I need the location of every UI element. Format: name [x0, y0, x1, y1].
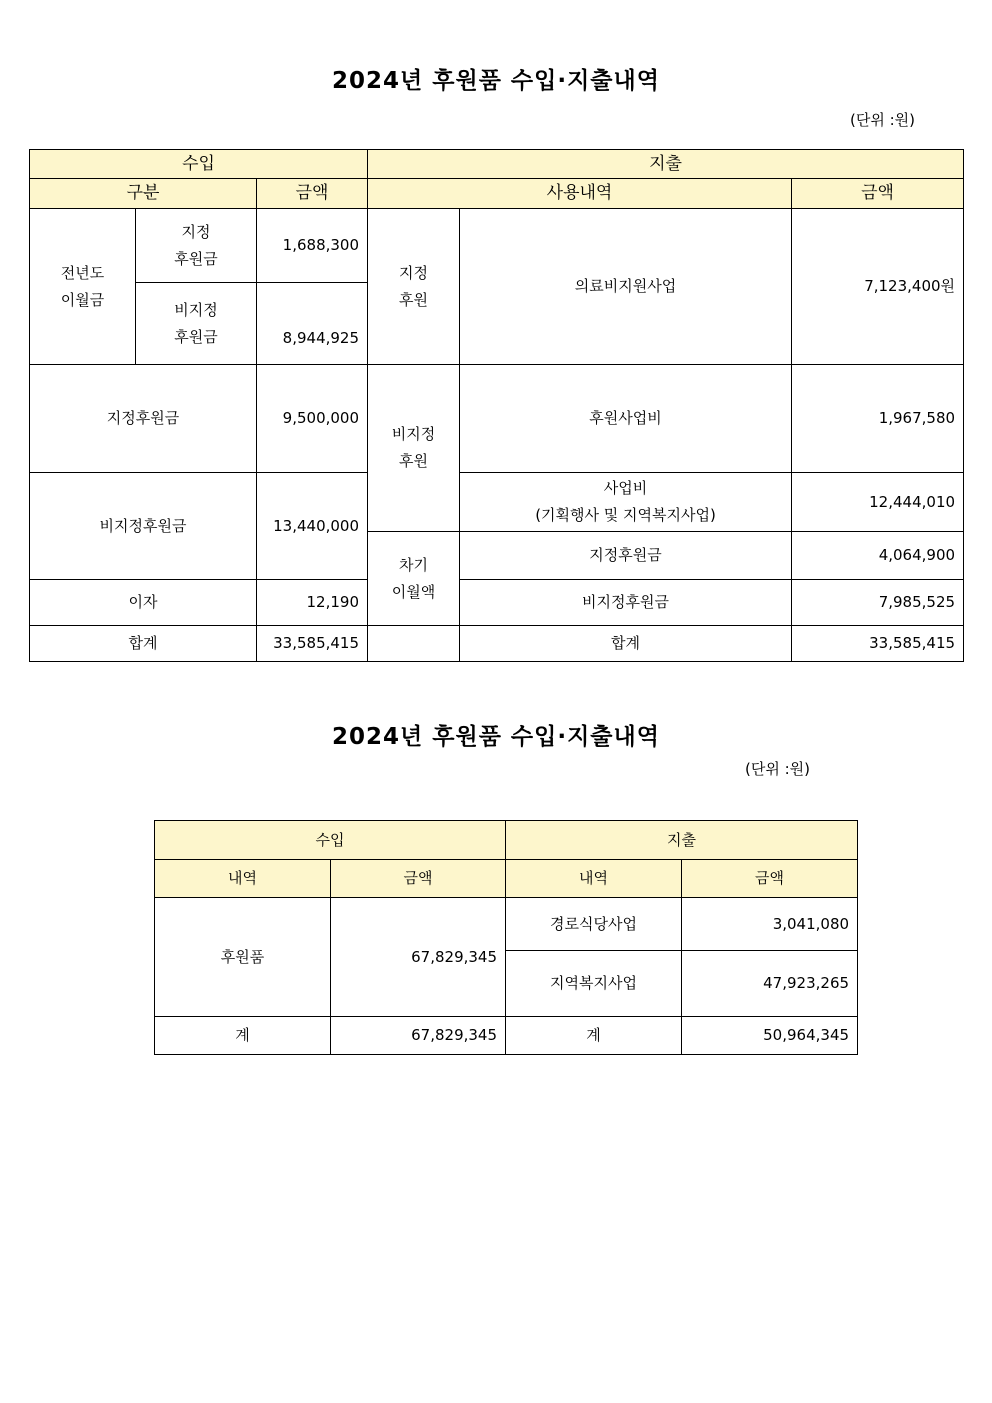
business-cost-amount: 12,444,010	[792, 473, 964, 532]
senior-meal-amount: 3,041,080	[682, 898, 858, 951]
expense-amount-header-2: 금액	[682, 860, 858, 898]
income-total-amount-2: 67,829,345	[331, 1017, 506, 1055]
designated-fund-label: 지정 후원금	[136, 209, 257, 283]
expense-total-amount: 33,585,415	[792, 626, 964, 662]
senior-meal-label: 경로식당사업	[506, 898, 682, 951]
expense-total-label: 합계	[460, 626, 792, 662]
medical-support-amount: 7,123,400원	[792, 209, 964, 365]
expense-header-2: 지출	[506, 821, 858, 860]
project-cost-amount: 1,967,580	[792, 365, 964, 473]
income-item-header: 내역	[155, 860, 331, 898]
expense-header: 지출	[368, 150, 964, 179]
income-expense-table	[29, 149, 964, 662]
goods-label: 후원품	[155, 898, 331, 1017]
nondesignated-fund-label: 비지정 후원금	[136, 283, 257, 365]
nondesignated-donation-label: 비지정후원금	[30, 473, 257, 580]
next-nondesignated-amount: 7,985,525	[792, 580, 964, 626]
carryover-label: 전년도 이월금	[30, 209, 136, 365]
usage-header: 사용내역	[368, 179, 792, 209]
unit-label: (단위 :원)	[850, 111, 915, 129]
next-nondesignated-label: 비지정후원금	[460, 580, 792, 626]
next-designated-amount: 4,064,900	[792, 532, 964, 580]
income-amount-header-2: 금액	[331, 860, 506, 898]
expense-nondesignated-label: 비지정 후원	[368, 365, 460, 532]
unit-label-2: (단위 :원)	[745, 760, 810, 778]
category-header: 구분	[30, 179, 257, 209]
income-total-label: 합계	[30, 626, 257, 662]
income-header: 수입	[30, 150, 368, 179]
nondesignated-donation-amount: 13,440,000	[257, 473, 368, 580]
interest-amount: 12,190	[257, 580, 368, 626]
income-total-label-2: 계	[155, 1017, 331, 1055]
interest-label: 이자	[30, 580, 257, 626]
income-header-2: 수입	[155, 821, 506, 860]
empty-cell	[368, 626, 460, 662]
community-welfare-label: 지역복지사업	[506, 951, 682, 1017]
page-title-2: 2024년 후원품 수입·지출내역	[332, 724, 660, 750]
expense-amount-header: 금액	[792, 179, 964, 209]
designated-donation-amount: 9,500,000	[257, 365, 368, 473]
income-amount-header: 금액	[257, 179, 368, 209]
nondesignated-fund-amount: 8,944,925	[257, 283, 368, 365]
expense-total-label-2: 계	[506, 1017, 682, 1055]
next-designated-label: 지정후원금	[460, 532, 792, 580]
project-cost-label: 후원사업비	[460, 365, 792, 473]
community-welfare-amount: 47,923,265	[682, 951, 858, 1017]
designated-fund-amount: 1,688,300	[257, 209, 368, 283]
business-cost-label: 사업비 (기획행사 및 지역복지사업)	[460, 473, 792, 532]
medical-support-label: 의료비지원사업	[460, 209, 792, 365]
goods-income-expense-table	[154, 820, 858, 1055]
expense-item-header: 내역	[506, 860, 682, 898]
page-title: 2024년 후원품 수입·지출내역	[332, 68, 660, 94]
income-total-amount: 33,585,415	[257, 626, 368, 662]
goods-amount: 67,829,345	[331, 898, 506, 1017]
expense-designated-label: 지정 후원	[368, 209, 460, 365]
expense-total-amount-2: 50,964,345	[682, 1017, 858, 1055]
designated-donation-label: 지정후원금	[30, 365, 257, 473]
next-carryover-label: 차기 이월액	[368, 532, 460, 626]
